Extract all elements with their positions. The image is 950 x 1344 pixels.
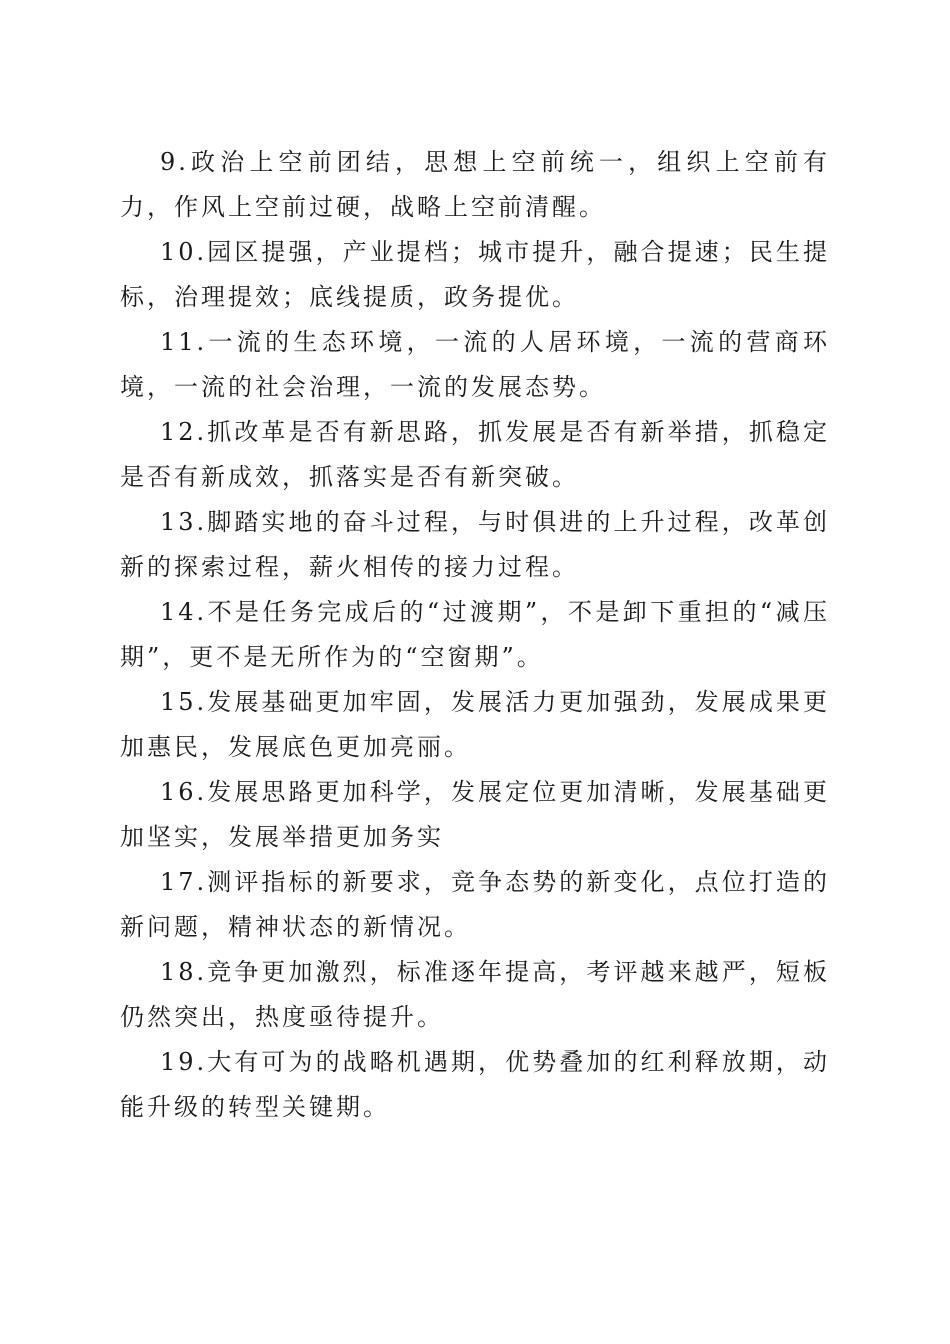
list-item: 13.脚踏实地的奋斗过程，与时俱进的上升过程，改革创新的探索过程，薪火相传的接力过程。 bbox=[120, 508, 830, 581]
document-body bbox=[120, 140, 830, 1130]
list-item: 14.不是任务完成后的“过渡期”，不是卸下重担的“减压期”，更不是无所作为的“空窗期”。 bbox=[120, 598, 830, 671]
list-item: 12.抓改革是否有新思路，抓发展是否有新举措，抓稳定是否有新成效，抓落实是否有新突破。 bbox=[120, 418, 830, 491]
list-item: 19.大有可为的战略机遇期，优势叠加的红利释放期，动能升级的转型关键期。 bbox=[120, 1048, 830, 1121]
list-item: 17.测评指标的新要求，竞争态势的新变化，点位打造的新问题，精神状态的新情况。 bbox=[120, 868, 830, 941]
list-item: 11.一流的生态环境，一流的人居环境，一流的营商环境，一流的社会治理，一流的发展态势。 bbox=[120, 328, 830, 401]
list-item: 10.园区提强，产业提档；城市提升，融合提速；民生提标，治理提效；底线提质，政务提优。 bbox=[120, 238, 830, 311]
list-item: 15.发展基础更加牢固，发展活力更加强劲，发展成果更加惠民，发展底色更加亮丽。 bbox=[120, 688, 830, 761]
list-item: 9.政治上空前团结，思想上空前统一，组织上空前有力，作风上空前过硬，战略上空前清醒。 bbox=[120, 148, 830, 221]
list-item: 16.发展思路更加科学，发展定位更加清晰，发展基础更加坚实，发展举措更加务实 bbox=[120, 778, 830, 851]
list-item: 18.竞争更加激烈，标准逐年提高，考评越来越严，短板仍然突出，热度亟待提升。 bbox=[120, 958, 830, 1031]
